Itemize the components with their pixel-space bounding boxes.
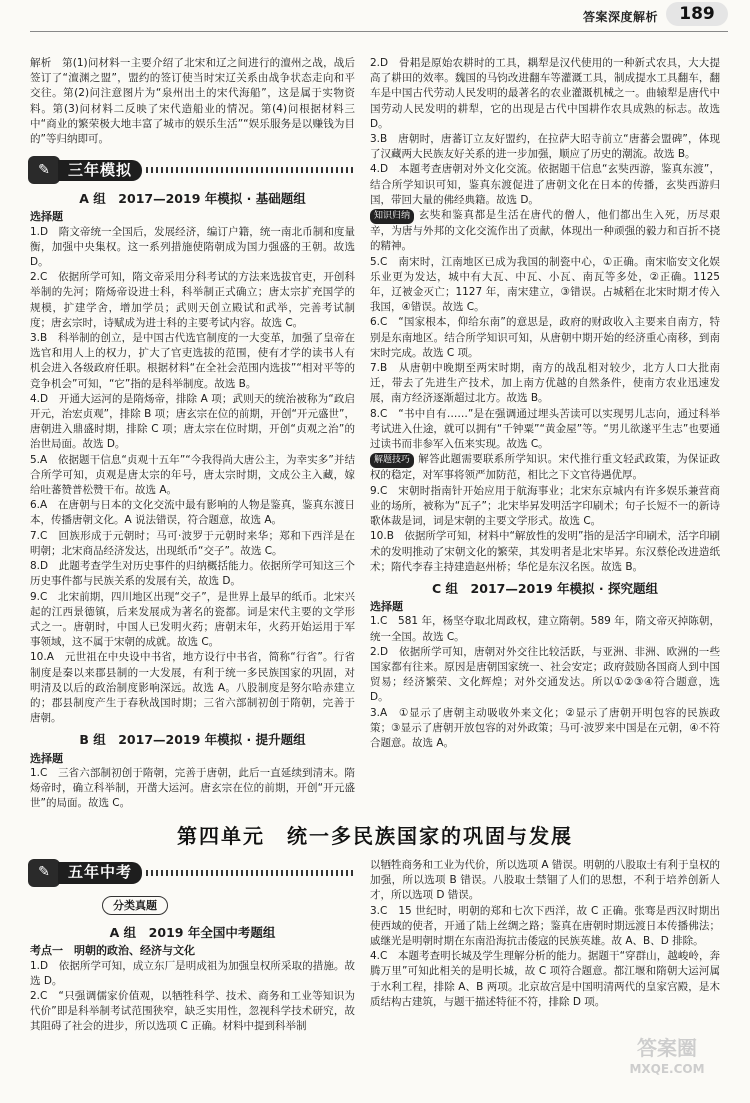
watermark-line: 答案圈 (637, 1036, 697, 1060)
answer-item: 8.D 此题考查学生对历史事件的归纳概括能力。依据所学可知这三个历史事件都与民族关系的发展有关，故选 D。 (30, 560, 355, 588)
answer-item: 5.A 依据题干信息“贞观十五年”“今我得尚大唐公主，为幸实多”并结合所学可知，贞观是唐太宗的年号，唐太宗时期，文成公主入藏，嫁给吐蕃赞普松赞干布。故选 A。 (30, 453, 355, 497)
section-heading: 选择题 (370, 600, 403, 614)
answer-item: 9.C 北宋前期，四川地区出现“交子”，是世界上最早的纸币。北宋兴起的江西景德镇，后来发展成为著名的瓷都。词是宋代主要的文学形式之一。唐朝时，中国人已发明火药；唐朝末年，火药开始运用于军事领域，这不属于宋朝的成就。故选 C。 (30, 590, 355, 649)
section-banner-five-year (28, 858, 355, 888)
answer-item: 8.C “书中自有……”是在强调通过埋头苦读可以实现男儿志向，通过科举考试进入仕途，就可以拥有“千钟粟”“黄金屋”等。“男儿欲遂平生志”也要通过读书而非参军入伍来实现。故选 C。 (370, 407, 720, 451)
tip-note (370, 452, 720, 483)
banner-stripe (146, 167, 355, 173)
answer-item: 2.C 依据所学可知，隋文帝采用分科考试的方法来选拔官吏，开创科举制的先河；隋炀帝设进士科，科举制正式确立；唐太宗扩充国学的规模，扩建学舍，增加学员；武则天创立殿试和武举，完善考试制度；唐玄宗时，诗赋成为进士科的主要考试内容。故选 C。 (30, 271, 355, 329)
answer-item: 2.D 依据所学可知，唐朝对外交往比较活跃，与亚洲、非洲、欧洲的一些国家都有往来。原因是唐朝国家统一、社会安定；政府鼓励各国商人到中国贸易；经济繁荣、文化辉煌；对外交通发达。所以①②③④符合题意，选 D。 (370, 645, 720, 704)
answer-item: 3.A ①显示了唐朝主动吸收外来文化；②显示了唐朝开明包容的民族政策；③显示了唐朝开放包容的对外政策；马可·波罗来中国是在元朝，④不符合题意。故选 A。 (370, 706, 720, 749)
banner-stripe (146, 870, 355, 876)
group-b-heading: B 组 2017—2019 年模拟 · 提升题组 (79, 732, 306, 748)
banner-label: 三年模拟 (58, 160, 142, 181)
answer-item: 6.C “国家根本，仰给东南”的意思是，政府的财政收入主要来自南方，特别是东南地区。结合所学知识可知，从唐朝中期开始的经济重心南移，到南宋时完成。故选 C 项。 (370, 316, 720, 359)
answer-item: 1.C 三省六部制初创于隋朝，完善于唐朝，此后一直延续到清末。隋炀帝时，确立科举制，开凿大运河。唐玄宗在位的前期，开创“开元盛世”的局面。故选 C。 (30, 766, 355, 810)
answer-item: 9.C 宋朝时指南针开始应用于航海事业；北宋东京城内有许多娱乐兼营商业的场所，被称为“瓦子”；北宋毕昇发明活字印刷术；句子长短不一的新诗歌体裁是词，词是宋朝的主要文学形式。故选 C。 (370, 484, 720, 528)
answer-item: 1.C 581 年，杨坚夺取北周政权，建立隋朝。589 年，隋文帝灭掉陈朝，统一全国。故选 C。 (370, 615, 720, 643)
right-column (370, 56, 720, 751)
section-heading: 选择题 (30, 751, 63, 765)
answer-item: 3.B 科举制的创立，是中国古代选官制度的一大变革，加强了皇帝在选官和用人上的权力，扩大了官吏选拔的范围，使有才学的读书人有机会进入各级政府任职。根据材料“在全社会范围内选拔”“相对平等的竞争机会”可知，“它”指的是科举制度。故选 B。 (30, 332, 355, 390)
page-number: 189 (666, 2, 728, 26)
header-divider (30, 31, 728, 32)
section-heading: 选择题 (30, 210, 63, 224)
tip-text: 玄奘和鉴真都是生活在唐代的僧人，他们都出生入死，历尽艰辛，为唐与外邦的文化交流作出了贡献，体现出一种顽强的毅力和百折不挠的精神。 (370, 209, 720, 253)
answer-item: 2.D 骨耜是原始农耕时的工具，耦犁是汉代使用的一种新式农具，大大提高了耕田的效率。魏国的马钧改进翻车等灌溉工具，制成提水工具翻车，翻车是中国古代劳动人民发明的最著名的农业灌溉机械之一。曲辕犁是唐代中国劳动人民发明的耕犁，它的出现是古代中国耕作农具成熟的标志。故选 D。 (370, 57, 720, 130)
group-a-heading: A 组 2017—2019 年模拟 · 基础题组 (79, 191, 306, 207)
answer-item: 5.C 南宋时，江南地区已成为我国的制瓷中心，①正确。南宋临安文化娱乐业更为发达，城中有大瓦、中瓦、小瓦、南瓦等多处，②正确。1125 年，辽被金灭亡；1127 年，南宋建立，③错误。占城稻在北宋时期才传入我国，④错误。故选 C。 (370, 255, 720, 314)
answer-item: 3.B 唐朝时，唐蕃订立友好盟约，在拉萨大昭寺前立“唐蕃会盟碑”，体现了汉藏两大民族友好关系的进一步加强，顺应了历史的潮流。故选 B。 (370, 133, 720, 161)
answer-item: 以牺牲商务和工业为代价，所以选项 A 错误。明朝的八股取士有利于皇权的加强，所以选项 B 错误。八股取士禁锢了人们的思想，不利于培养创新人才，所以选项 D 错误。 (370, 859, 720, 902)
answer-item: 4.D 本题考查唐朝对外文化交流。依据题干信息“玄奘西游，鉴真东渡”，结合所学知识可知，鉴真东渡促进了唐朝文化在日本的传播，玄奘西游归国，带回大量的佛经典籍。故选 D。 (370, 163, 720, 206)
header-title: 答案深度解析 (582, 10, 658, 24)
tip-text: 解答此题需要联系所学知识。宋代推行重文轻武政策，为保证政权的稳定，对军事将领严加防范，相比之下文官待遇优厚。 (370, 453, 720, 482)
banner-label: 五年中考 (58, 862, 142, 883)
left-bottom-column (30, 858, 355, 1035)
answer-item: 7.B 从唐朝中晚期至两宋时期，南方的战乱相对较少，北方人口大批南迁，带去了先进生产技术，加上南方优越的自然条件，使南方农业迅速发展，南方经济逐渐超过北方。故选 B。 (370, 362, 720, 405)
category-tag: 分类真题 (102, 896, 168, 915)
answer-item: 10.A 元世祖在中央设中书省，地方设行中书省，简称“行省”。行省制度是秦以来郡县制的一大发展，有利于统一多民族国家的巩固，对明清及以后的政治制度影响深远。故选 A。八股制度是努尔哈赤建立的；郡县制度产生于春秋战国时期；三省六部制初创于隋朝，完善于唐朝。 (30, 651, 355, 725)
group-a-heading: A 组 2019 年全国中考题组 (109, 925, 276, 941)
watermark-logo (608, 1035, 726, 1091)
right-bottom-column (370, 858, 720, 1010)
mascot-icon: ✎ (28, 156, 60, 184)
tip-tag: 知识归纳 (370, 209, 414, 224)
section-banner-three-year (28, 155, 355, 185)
tip-note (370, 208, 720, 255)
tip-tag: 解题技巧 (370, 453, 414, 468)
mascot-icon: ✎ (28, 859, 60, 887)
left-column (30, 56, 355, 811)
answer-item: 10.B 依据所学可知，材料中“解放性的发明”指的是活字印刷术，活字印刷术的发明推动了宋朝文化的繁荣，其发明者是北宋毕昇。东汉蔡伦改进造纸术；隋代李春主持建造赵州桥；华佗是东汉名医。故选 B。 (370, 530, 720, 573)
unit-title: 第四单元 统一多民族国家的巩固与发展 (177, 824, 573, 848)
answer-item: 4.D 开通大运河的是隋炀帝，排除 A 项；武则天的统治被称为“政启开元，治宏贞观”，排除 B 项；唐玄宗在位的前期，开创“开元盛世”，唐朝进入鼎盛时期，排除 C 项；唐太宗在位时期，开创“贞观之治”的治世局面。故选 D。 (30, 392, 355, 451)
topic-heading: 考点一 明朝的政治、经济与文化 (30, 944, 195, 958)
answer-item: 6.A 在唐朝与日本的文化交流中最有影响的人物是鉴真，鉴真东渡日本，传播唐朝文化。A 说法错误，符合题意，故选 A。 (30, 499, 355, 527)
watermark-line: MXQE.COM (629, 1062, 705, 1076)
analysis-paragraph: 解析 第(1)问材料一主要介绍了北宋和辽之间进行的澶州之战，战后签订了“澶渊之盟”，盟约的签订使当时宋辽关系由战争状态走向和平交往。第(2)问注意图片为“泉州出土的宋代海船”，这是属于实物资料。第(3)问材料二反映了宋代造船业的情况。第(4)问根据材料三中“商业的繁荣极大地丰富了城市的娱乐生活”“娱乐服务是以赚钱为目的”等归纳即可。 (30, 57, 355, 146)
answer-item: 2.C “只强调儒家价值观，以牺牲科学、技术、商务和工业等知识为代价”即是科举制考试范围狭窄，缺乏实用性，忽视科学技术研究，故其阻碍了社会的进步，所以选项 C 正确。材料中提到科举制 (30, 990, 355, 1033)
answer-item: 1.D 依据所学可知，成立东厂是明成祖为加强皇权所采取的措施。故选 D。 (30, 959, 355, 987)
group-c-heading: C 组 2017—2019 年模拟 · 探究题组 (432, 580, 658, 596)
answer-item: 7.C 回族形成于元朝时；马可·波罗于元朝时来华；郑和下西洋是在明朝；北宋商品经济发达，出现纸币“交子”。故选 C。 (30, 529, 355, 557)
answer-item: 4.C 本题考查明长城及学生理解分析的能力。据题干“穿群山，越峻岭，奔腾万里”可知此相关的是明长城，故 C 项符合题意。都江堰和隋朝大运河属于水利工程，排除 A、B 两项。北京故宫是中国明清两代的皇家宫殿，是木质结构古建筑，与题干描述特征不符，排除 D 项。 (370, 950, 720, 1008)
answer-item: 1.D 隋文帝统一全国后，发展经济，编订户籍，统一南北币制和度量衡，加强中央集权。这一系列措施使隋朝成为国力强盛的王朝。故选 D。 (30, 225, 355, 269)
answer-item: 3.C 15 世纪时，明朝的郑和七次下西洋，故 C 正确。张骞是西汉时期出使西域的使者，开通了陆上丝绸之路；鉴真在唐朝时期远渡日本传播佛法；戚继光是明朝时期在东南沿海抗击倭寇的民族英雄。故 A、B、D 排除。 (370, 904, 720, 948)
